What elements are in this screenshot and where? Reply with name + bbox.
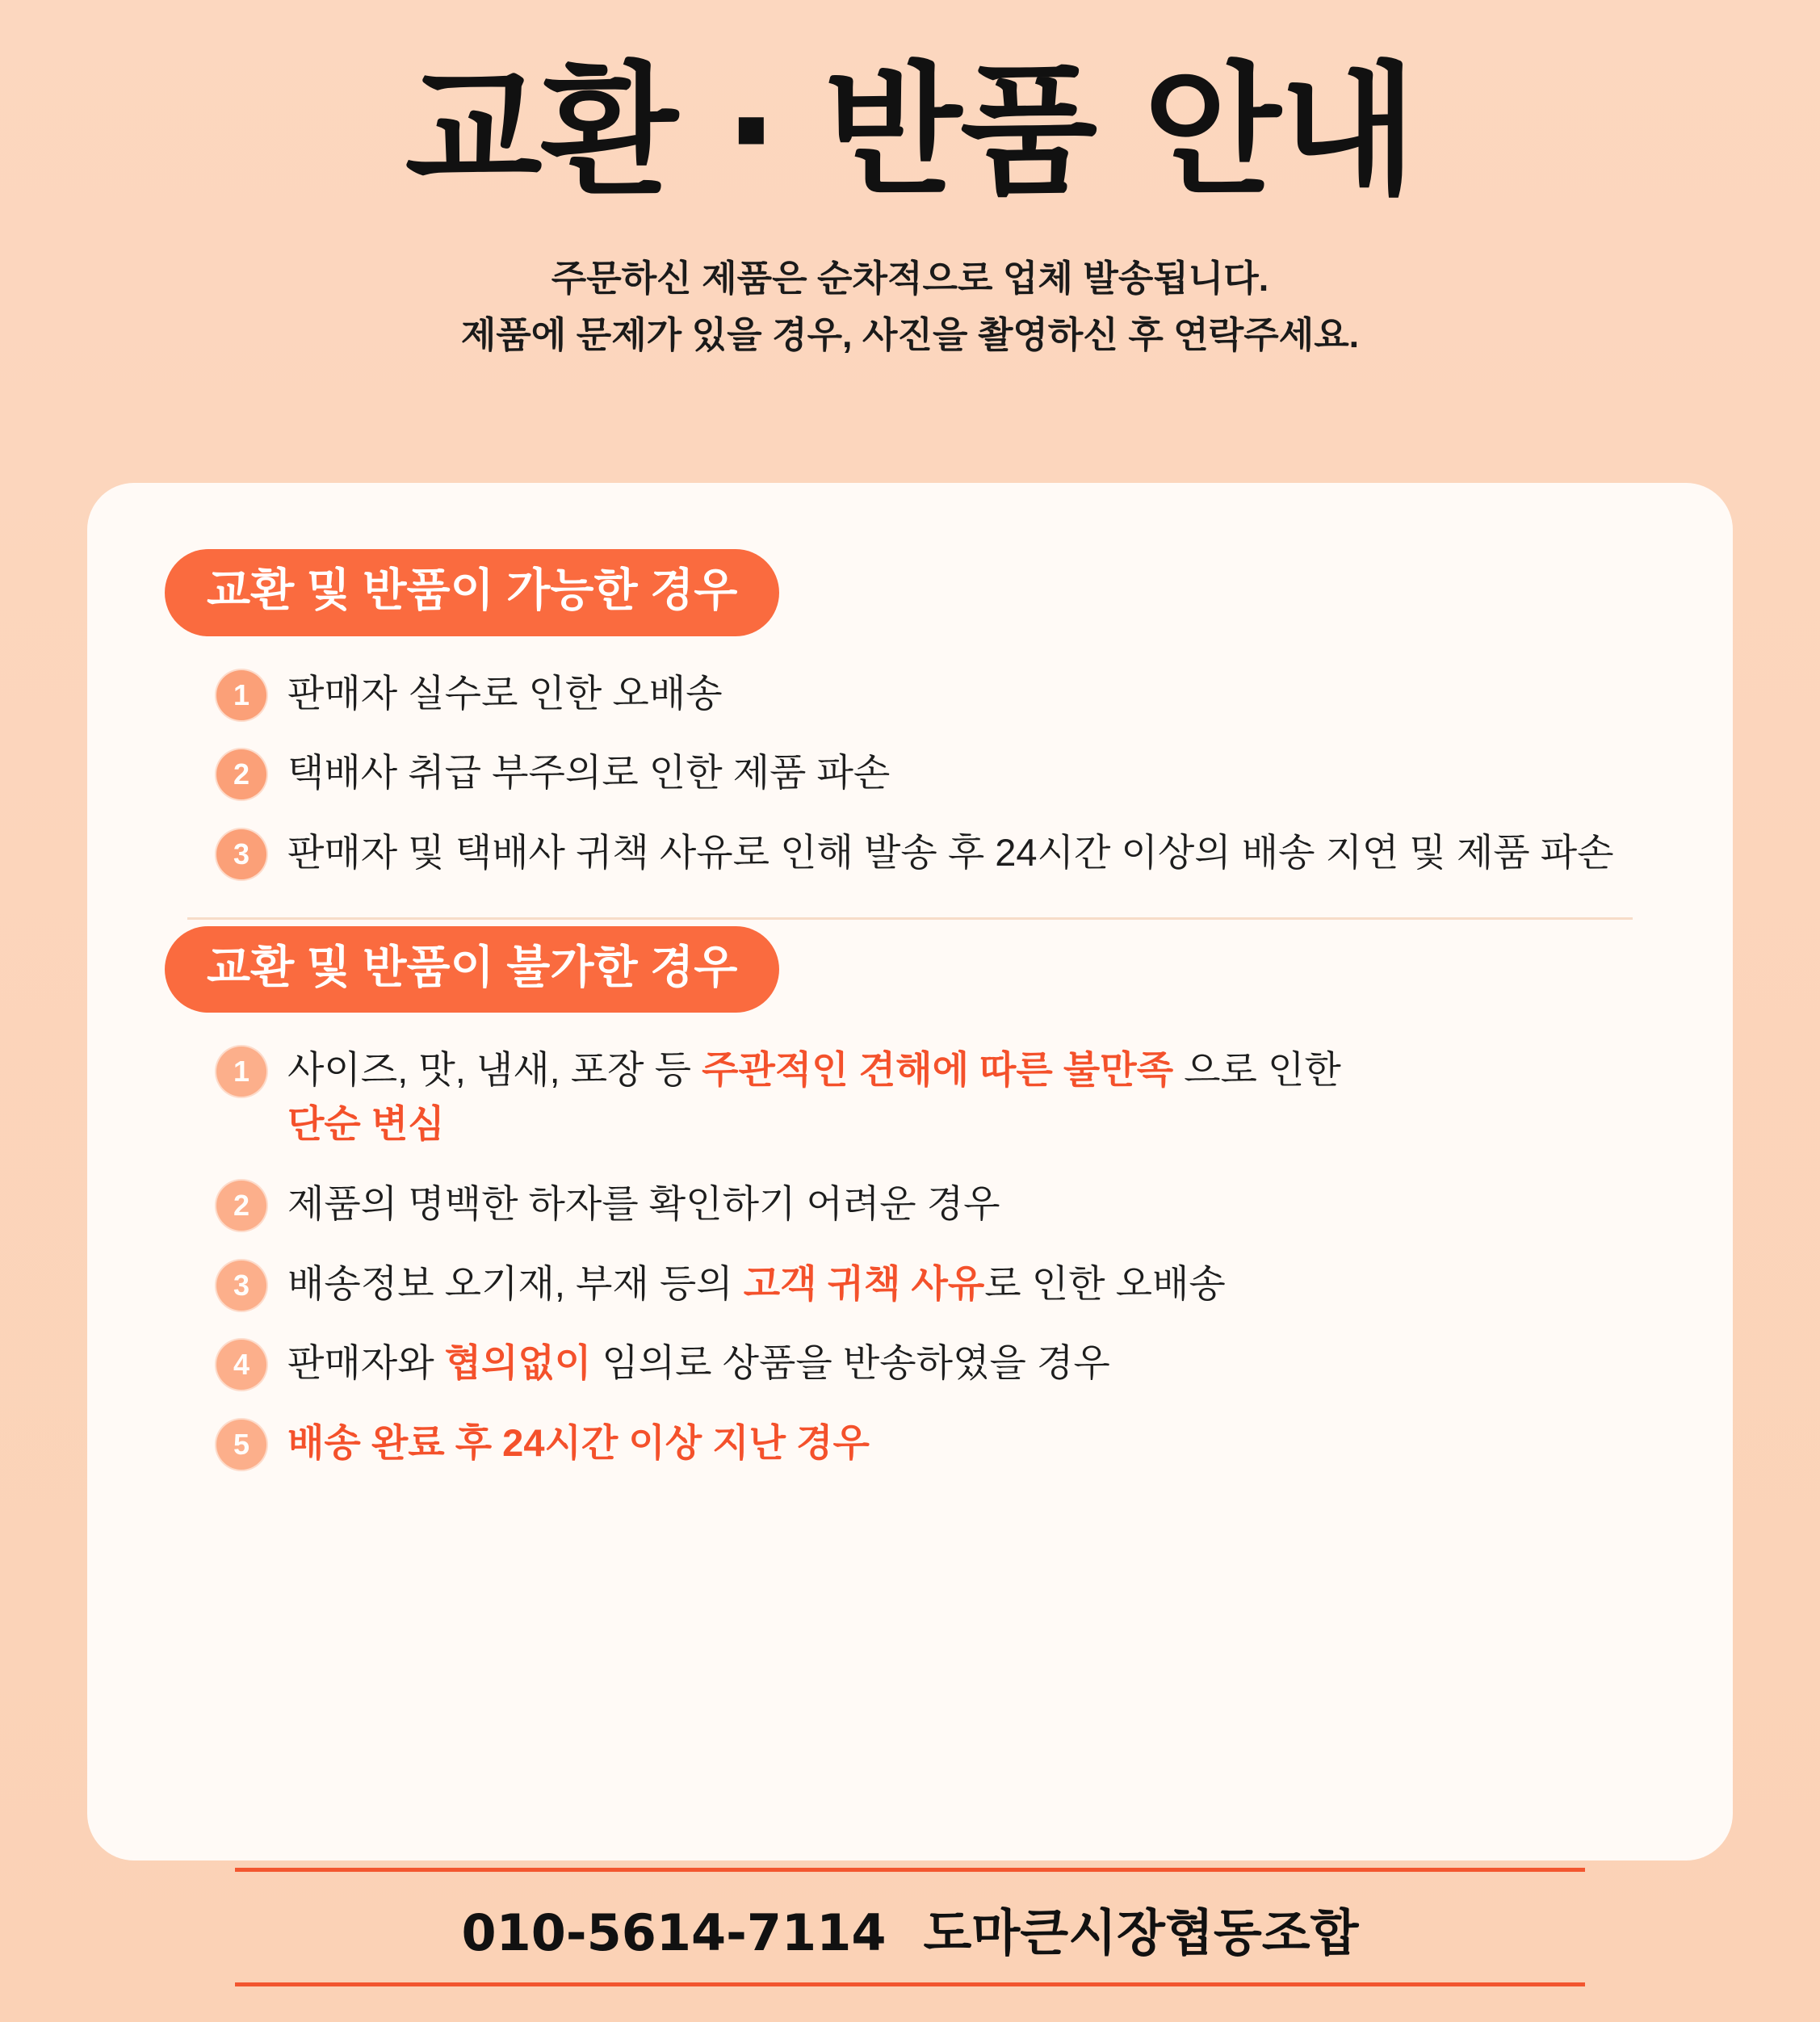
- subtitle-line-1: 주문하신 제품은 순차적으로 업체 발송됩니다.: [551, 258, 1269, 300]
- footer-contact: [0, 1872, 1820, 1982]
- denied-item-list: [139, 1042, 1681, 1470]
- content-card: [87, 483, 1733, 1860]
- item-text-part1: 배송정보 오기재, 부재 등의: [287, 1261, 744, 1305]
- item-text-part1: 사이즈, 맛, 냄새, 포장 등: [287, 1048, 702, 1092]
- item-number-badge: 1: [216, 670, 266, 720]
- item-text-highlight-2: 단순 변심: [287, 1102, 445, 1146]
- item-text-part2: 임의로 상품을 반송하였을 경우: [591, 1341, 1110, 1385]
- item-number-badge: 5: [216, 1420, 266, 1470]
- section-title-allowed: 교환 및 반품이 가능한 경우: [165, 549, 779, 636]
- list-item: [216, 824, 1681, 880]
- page-title: 교환 · 반품 안내: [405, 48, 1415, 214]
- list-item: [216, 1335, 1681, 1391]
- item-number-badge: 4: [216, 1340, 266, 1390]
- contact-phone[interactable]: 010-5614-7114: [461, 1903, 887, 1962]
- item-text: 제품의 명백한 하자를 확인하기 어려운 경우: [287, 1181, 1000, 1225]
- item-text-part2: 로 인한 오배송: [984, 1261, 1226, 1305]
- list-item: [216, 1042, 1681, 1151]
- item-text: 택배사 취급 부주의로 인한 제품 파손: [287, 751, 891, 795]
- item-number-badge: 3: [216, 829, 266, 879]
- list-item: [216, 1415, 1681, 1470]
- list-item: [216, 745, 1681, 800]
- item-text: [287, 1256, 1226, 1311]
- poster-footer: [0, 1868, 1820, 1986]
- item-number-badge: 1: [216, 1047, 266, 1097]
- item-text-highlight: 고객 귀책 사유: [743, 1261, 985, 1305]
- item-text: 판매자 및 택배사 귀책 사유로 인해 발송 후 24시간 이상의 배송 지연 및 제품 파손: [287, 831, 1614, 875]
- item-number-badge: 2: [216, 749, 266, 799]
- section-divider: [187, 917, 1633, 920]
- item-text: [287, 1335, 1110, 1391]
- item-text-highlight: 주관적인 견해에 따른 불만족: [702, 1048, 1174, 1092]
- section-exchange-allowed: [139, 549, 1681, 880]
- section-exchange-denied: [139, 926, 1681, 1470]
- item-number-badge: 2: [216, 1181, 266, 1231]
- subtitle-line-2: 제품에 문제가 있을 경우, 사진을 촬영하신 후 연락주세요.: [460, 314, 1360, 356]
- section-title-denied: 교환 및 반품이 불가한 경우: [165, 926, 779, 1013]
- list-item: [216, 665, 1681, 721]
- item-text: 배송 완료 후 24시간 이상 지난 경우: [287, 1421, 870, 1465]
- list-item: [216, 1256, 1681, 1311]
- item-text-part2: 으로 인한: [1173, 1048, 1341, 1092]
- poster-header: [0, 0, 1820, 363]
- item-text-highlight: 협의없이: [444, 1341, 592, 1385]
- item-text: 판매자 실수로 인한 오배송: [287, 671, 723, 715]
- allowed-item-list: [139, 665, 1681, 880]
- list-item: [216, 1176, 1681, 1231]
- subtitle-block: [0, 250, 1820, 363]
- item-text: [287, 1042, 1341, 1151]
- organization-name: 도마큰시장협동조합: [923, 1903, 1359, 1962]
- item-text-part1: 판매자와: [287, 1341, 445, 1385]
- item-number-badge: 3: [216, 1261, 266, 1311]
- footer-rule-bottom: [235, 1982, 1585, 1986]
